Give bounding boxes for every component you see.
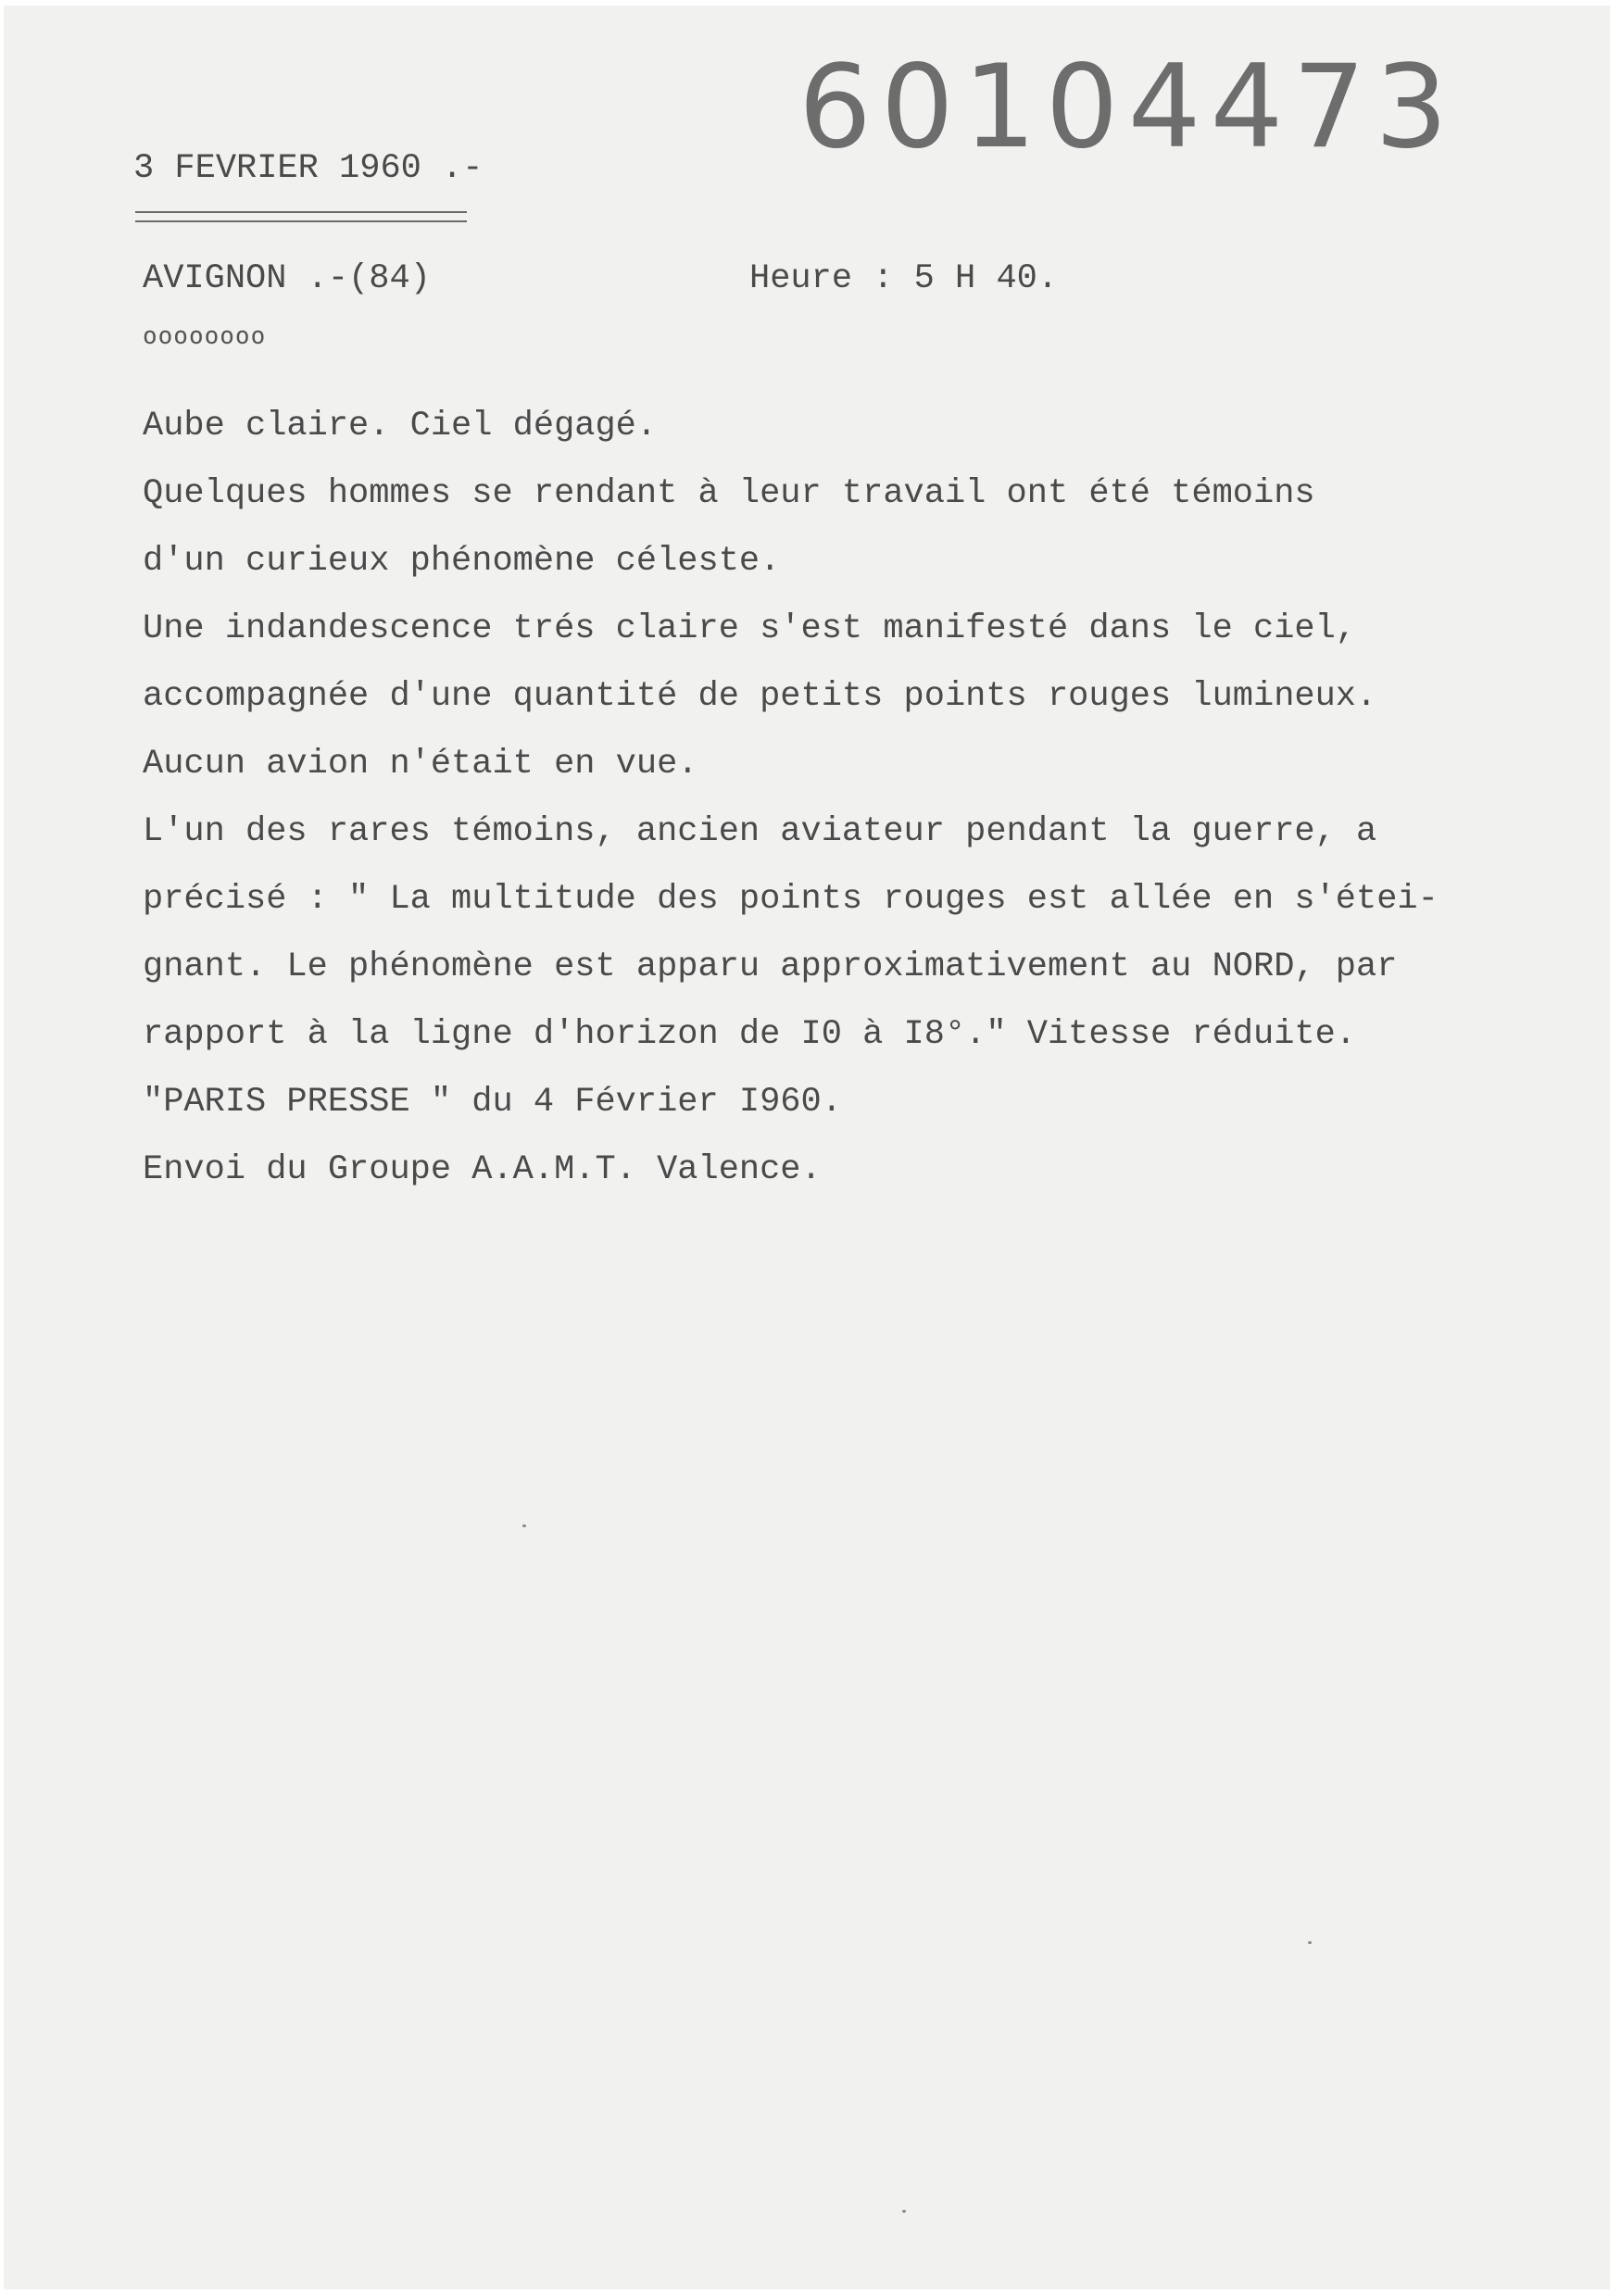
report-date: 3 FEVRIER 1960 .- xyxy=(133,149,484,188)
report-location: AVIGNON .-(84) xyxy=(143,259,431,298)
report-line: précisé : " La multitude des points rouges est allée en s'étei- xyxy=(143,880,1439,919)
report-line: gnant. Le phénomène est apparu approximativement au NORD, par xyxy=(143,947,1398,986)
scan-border xyxy=(1610,0,1621,2296)
separator-circles: oooooooo xyxy=(143,322,267,350)
paper-speck xyxy=(1308,1941,1312,1944)
report-line: Envoi du Groupe A.A.M.T. Valence. xyxy=(143,1150,822,1189)
report-line: accompagnée d'une quantité de petits points rouges lumineux. xyxy=(143,677,1377,716)
date-underline xyxy=(135,211,467,222)
report-line: rapport à la ligne d'horizon de I0 à I8°." Vitesse réduite. xyxy=(143,1015,1357,1054)
report-line: Aube claire. Ciel dégagé. xyxy=(143,407,658,445)
report-line: Quelques hommes se rendant à leur travail ont été témoins xyxy=(143,474,1315,513)
report-line: d'un curieux phénomène céleste. xyxy=(143,542,781,581)
report-line: Une indandescence trés claire s'est manifesté dans le ciel, xyxy=(143,609,1357,648)
report-body xyxy=(143,393,1439,1204)
document-page xyxy=(4,6,1617,2290)
paper-speck xyxy=(522,1524,526,1527)
report-line: Aucun avion n'était en vue. xyxy=(143,745,698,784)
document-number: 60104473 xyxy=(798,41,1458,174)
report-time: Heure : 5 H 40. xyxy=(749,259,1059,298)
report-line: "PARIS PRESSE " du 4 Février I960. xyxy=(143,1083,842,1122)
paper-speck xyxy=(902,2210,906,2213)
report-line: L'un des rares témoins, ancien aviateur pendant la guerre, a xyxy=(143,812,1377,851)
